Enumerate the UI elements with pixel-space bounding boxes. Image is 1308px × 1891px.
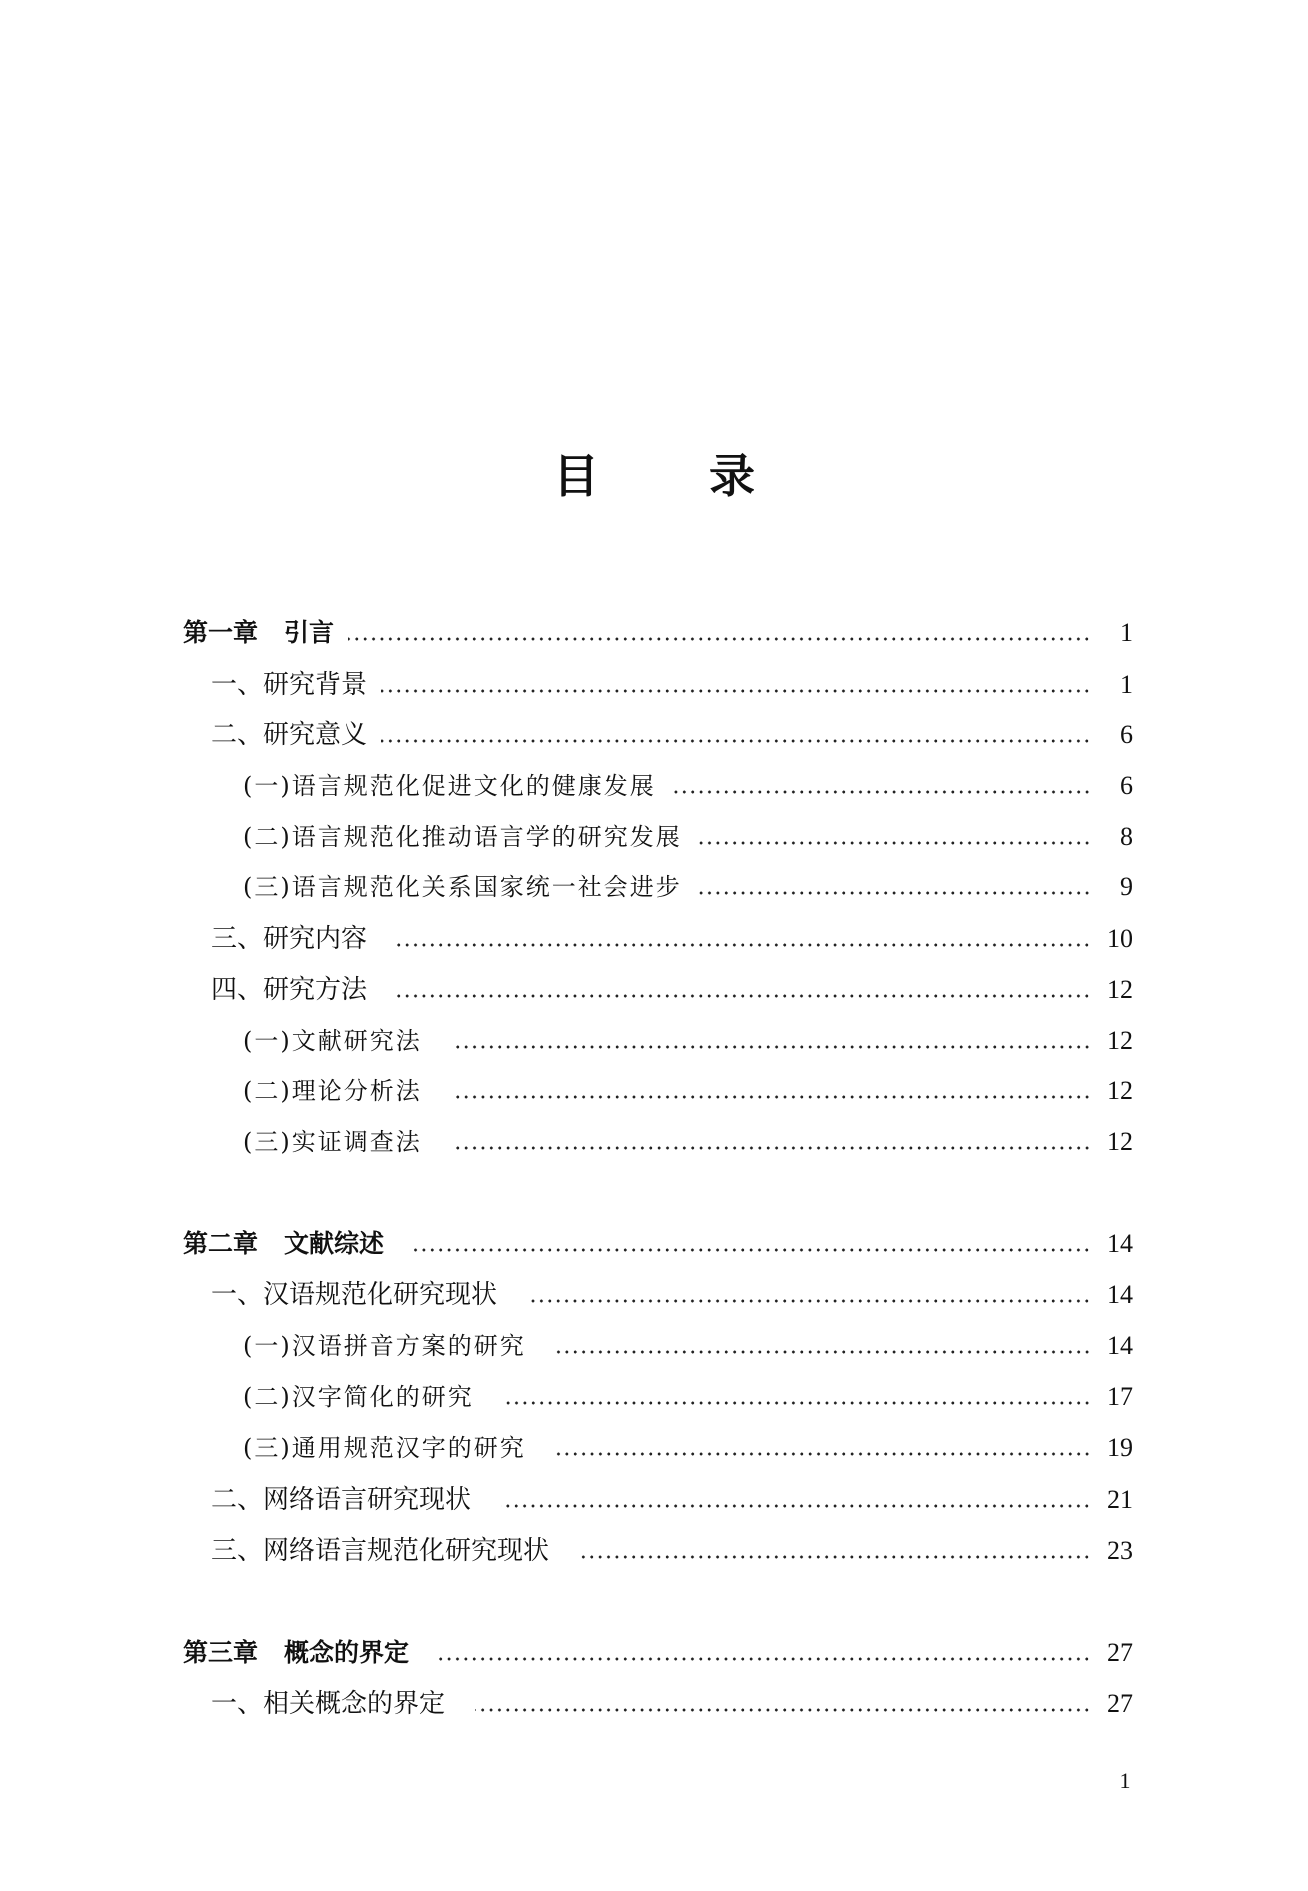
title-char-1: 目 [553,449,599,503]
page-number: 14 [1107,1229,1133,1258]
page-number: 9 [1120,872,1133,901]
dot-leader [504,1377,1091,1417]
toc-chapter-3[interactable] [183,1633,1133,1673]
page-number: 23 [1107,1536,1133,1565]
page-number: 6 [1120,771,1133,800]
dot-leader [381,715,1091,755]
page-title [0,440,1308,510]
title-char-2: 录 [709,449,755,503]
page-number: 1 [1120,618,1133,647]
toc-subentry[interactable] [243,766,1133,806]
page-number: 17 [1107,1382,1133,1411]
dot-leader [579,1531,1091,1571]
chapter-number: 第二章 [183,1229,259,1258]
page-number: 12 [1107,1026,1133,1055]
toc-subentry[interactable] [243,1071,1133,1111]
toc-entry[interactable] [211,715,1133,755]
entry-title: 三、研究内容 [211,924,368,954]
toc-subentry[interactable] [243,1428,1133,1468]
page-number: 10 [1107,924,1133,953]
entry-title: 三、网络语言规范化研究现状 [211,1536,550,1566]
entry-title: 一、研究背景 [211,670,368,700]
toc-entry[interactable] [211,1275,1133,1315]
dot-leader [556,1428,1091,1468]
entry-title: 一、汉语规范化研究现状 [211,1280,498,1310]
toc-subentry[interactable] [243,817,1133,857]
chapter-number: 第一章 [183,618,259,647]
toc-subentry[interactable] [243,1021,1133,1061]
entry-title: (一)文献研究法 [243,1027,422,1055]
page-number: 6 [1120,720,1133,749]
entry-title: 四、研究方法 [211,975,368,1005]
page-number: 8 [1120,822,1133,851]
toc-entry[interactable] [211,970,1133,1010]
page-number: 14 [1107,1331,1133,1360]
page-number: 27 [1107,1638,1133,1667]
page-number: 14 [1107,1280,1133,1309]
toc-subentry[interactable] [243,1326,1133,1366]
page-number: 27 [1107,1689,1133,1718]
page-number: 19 [1107,1433,1133,1462]
dot-leader [556,1326,1091,1366]
chapter-title: 文献综述 [284,1229,385,1258]
toc-entry[interactable] [211,1480,1133,1520]
dot-leader [527,1275,1091,1315]
dot-leader [397,919,1091,959]
entry-title: (三)语言规范化关系国家统一社会进步 [243,873,682,901]
dot-leader [475,1684,1091,1724]
dot-leader [348,613,1091,653]
entry-title: (三)实证调查法 [243,1128,422,1156]
dot-leader [452,1021,1091,1061]
dot-leader [381,665,1091,705]
dot-leader [696,867,1091,907]
dot-leader [501,1480,1091,1520]
toc-subentry[interactable] [243,867,1133,907]
entry-title: 二、网络语言研究现状 [211,1485,472,1515]
entry-title: 二、研究意义 [211,720,368,750]
entry-title: (二)语言规范化推动语言学的研究发展 [243,823,682,851]
chapter-title: 引言 [284,618,335,647]
toc-entry[interactable] [211,665,1133,705]
toc-chapter-1[interactable] [183,613,1133,653]
chapter-title: 概念的界定 [284,1638,410,1667]
page-number: 1 [1120,670,1133,699]
page-number: 12 [1107,1127,1133,1156]
page-number: 21 [1107,1485,1133,1514]
entry-title: 一、相关概念的界定 [211,1689,446,1719]
toc-subentry[interactable] [243,1377,1133,1417]
entry-title: (二)汉字简化的研究 [243,1383,474,1411]
dot-leader [452,1122,1091,1162]
entry-title: (一)汉语拼音方案的研究 [243,1332,526,1360]
entry-title: (二)理论分析法 [243,1077,422,1105]
dot-leader [670,766,1091,806]
dot-leader [414,1224,1091,1264]
entry-title: (三)通用规范汉字的研究 [243,1434,526,1462]
chapter-number: 第三章 [183,1638,259,1667]
dot-leader [696,817,1091,857]
toc-subentry[interactable] [243,1122,1133,1162]
dot-leader [439,1633,1091,1673]
dot-leader [452,1071,1091,1111]
page-number: 12 [1107,1076,1133,1105]
toc-entry[interactable] [211,1531,1133,1571]
toc-chapter-2[interactable] [183,1224,1133,1264]
toc-entry[interactable] [211,919,1133,959]
entry-title: (一)语言规范化促进文化的健康发展 [243,772,656,800]
footer-page-number: 1 [1119,1768,1131,1793]
page-number: 12 [1107,975,1133,1004]
dot-leader [397,970,1091,1010]
toc-entry[interactable] [211,1684,1133,1724]
